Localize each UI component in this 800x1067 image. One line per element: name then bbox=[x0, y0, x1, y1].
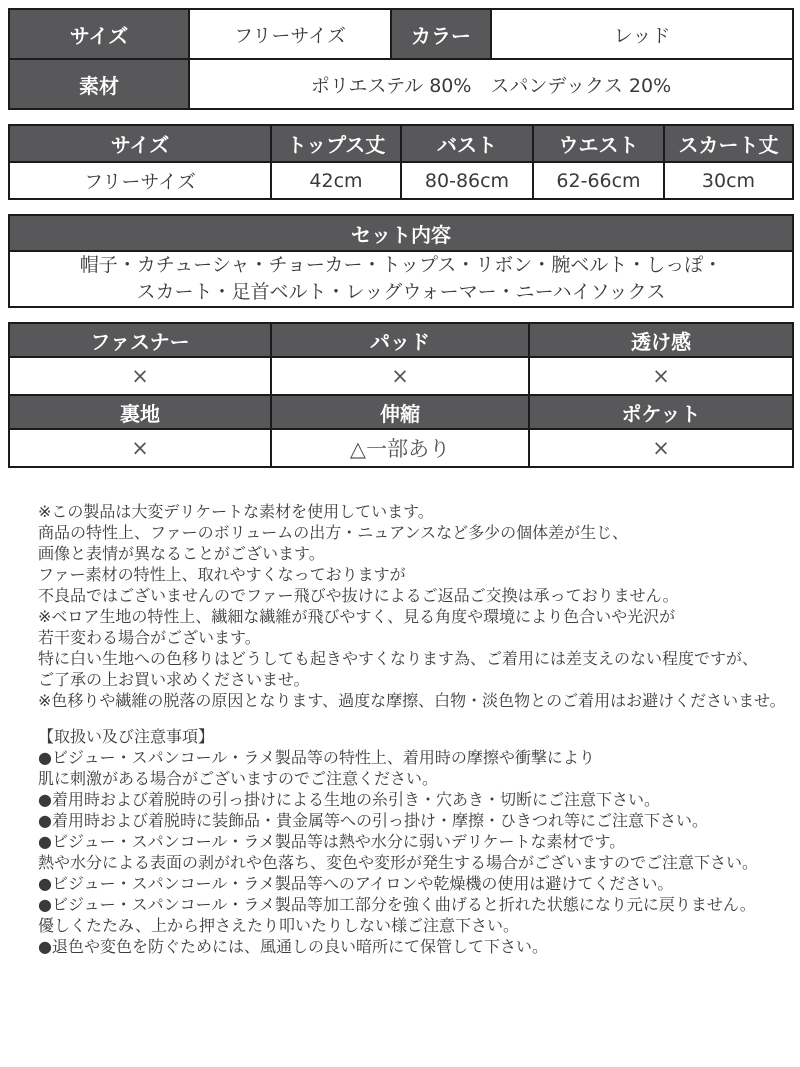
pad-label: パッド bbox=[271, 323, 529, 357]
material-value: ポリエステル 80% スパンデックス 20% bbox=[189, 59, 793, 109]
care-line: ●着用時および着脱時に装飾品・貴金属等への引っ掛け・摩擦・ひきつれ等にご注意下さい。 bbox=[38, 811, 708, 830]
note-line: ※ベロア生地の特性上、繊細な繊維が飛びやすく、見る角度や環境により色合いや光沢が bbox=[38, 607, 676, 626]
fastener-label: ファスナー bbox=[9, 323, 271, 357]
features-value-row-2 bbox=[9, 429, 793, 467]
features-table bbox=[8, 322, 794, 468]
care-line: 優しくたたみ、上から押さえたり叩いたりしない様ご注意下さい。 bbox=[38, 916, 519, 935]
care-line: ●ビジュー・スパンコール・ラメ製品等加工部分を強く曲げると折れた状態になり元に戻りません。 bbox=[38, 895, 756, 914]
tops-length-value: 42cm bbox=[271, 162, 401, 199]
table-row bbox=[9, 59, 793, 109]
pad-value: × bbox=[271, 357, 529, 395]
column-header-bust: バスト bbox=[401, 125, 533, 162]
set-contents-line-2: スカート・足首ベルト・レッグウォーマー・ニーハイソックス bbox=[136, 281, 666, 303]
note-line: ご了承の上お買い求めくださいませ。 bbox=[38, 670, 310, 689]
set-contents-value bbox=[9, 251, 793, 307]
column-header-tops-length: トップス丈 bbox=[271, 125, 401, 162]
set-contents-header-row bbox=[9, 215, 793, 251]
note-line: 画像と表情が異なることがございます。 bbox=[38, 544, 325, 563]
lining-value: × bbox=[9, 429, 271, 467]
note-line: ※この製品は大変デリケートな素材を使用しています。 bbox=[38, 502, 434, 521]
waist-value: 62-66cm bbox=[533, 162, 664, 199]
features-value-row-1 bbox=[9, 357, 793, 395]
measurements-table bbox=[8, 124, 794, 200]
note-line: 若干変わる場合がございます。 bbox=[38, 628, 261, 647]
note-line: 不良品ではございませんのでファー飛びや抜けによるご返品ご交換は承っておりません。 bbox=[38, 586, 679, 605]
lining-label: 裏地 bbox=[9, 395, 271, 429]
sheerness-label: 透け感 bbox=[529, 323, 793, 357]
care-line: ●着用時および着脱時の引っ掛けによる生地の糸引き・穴あき・切断にご注意下さい。 bbox=[38, 790, 660, 809]
material-label: 素材 bbox=[9, 59, 189, 109]
care-instructions bbox=[38, 726, 792, 957]
features-header-row-2 bbox=[9, 395, 793, 429]
color-value: レッド bbox=[491, 9, 793, 59]
bust-value: 80-86cm bbox=[401, 162, 533, 199]
measurements-value-row bbox=[9, 162, 793, 199]
material-notes bbox=[38, 501, 792, 711]
care-heading: 【取扱い及び注意事項】 bbox=[38, 727, 215, 746]
care-line: ●ビジュー・スパンコール・ラメ製品等の特性上、着用時の摩擦や衝撃により bbox=[38, 748, 595, 767]
note-line: 特に白い生地への色移りはどうしても起きやすくなります為、ご着用には差支えのない程度ですが、 bbox=[38, 649, 759, 668]
care-line: ●ビジュー・スパンコール・ラメ製品等へのアイロンや乾燥機の使用は避けてください。 bbox=[38, 874, 674, 893]
stretch-label: 伸縮 bbox=[271, 395, 529, 429]
measurements-header-row bbox=[9, 125, 793, 162]
column-header-size: サイズ bbox=[9, 125, 271, 162]
size-color-material-table bbox=[8, 8, 794, 110]
pocket-value: × bbox=[529, 429, 793, 467]
set-contents-header: セット内容 bbox=[9, 215, 793, 251]
note-line: ※色移りや繊維の脱落の原因となります、過度な摩擦、白物・淡色物とのご着用はお避けくださいませ。 bbox=[38, 691, 786, 710]
features-header-row-1 bbox=[9, 323, 793, 357]
size-value: フリーサイズ bbox=[189, 9, 391, 59]
fastener-value: × bbox=[9, 357, 271, 395]
care-line: 熱や水分による表面の剥がれや色落ち、変色や変形が発生する場合がございますのでご注意下さい。 bbox=[38, 853, 759, 872]
pocket-label: ポケット bbox=[529, 395, 793, 429]
care-line: 肌に刺激がある場合がございますのでご注意ください。 bbox=[38, 769, 439, 788]
sheerness-value: × bbox=[529, 357, 793, 395]
size-label: サイズ bbox=[9, 9, 189, 59]
skirt-length-value: 30cm bbox=[664, 162, 793, 199]
set-contents-line-1: 帽子・カチューシャ・チョーカー・トップス・リボン・腕ベルト・しっぽ・ bbox=[79, 254, 723, 276]
note-line: ファー素材の特性上、取れやすくなっておりますが bbox=[38, 565, 406, 584]
set-contents-value-row bbox=[9, 251, 793, 307]
set-contents-table bbox=[8, 214, 794, 308]
color-label: カラー bbox=[391, 9, 491, 59]
size-value: フリーサイズ bbox=[9, 162, 271, 199]
note-line: 商品の特性上、ファーのボリュームの出方・ニュアンスなど多少の個体差が生じ、 bbox=[38, 523, 629, 542]
column-header-skirt-length: スカート丈 bbox=[664, 125, 793, 162]
table-row bbox=[9, 9, 793, 59]
care-line: ●退色や変色を防ぐためには、風通しの良い暗所にて保管して下さい。 bbox=[38, 937, 548, 956]
care-line: ●ビジュー・スパンコール・ラメ製品等は熱や水分に弱いデリケートな素材です。 bbox=[38, 832, 626, 851]
column-header-waist: ウエスト bbox=[533, 125, 664, 162]
stretch-value: △一部あり bbox=[271, 429, 529, 467]
